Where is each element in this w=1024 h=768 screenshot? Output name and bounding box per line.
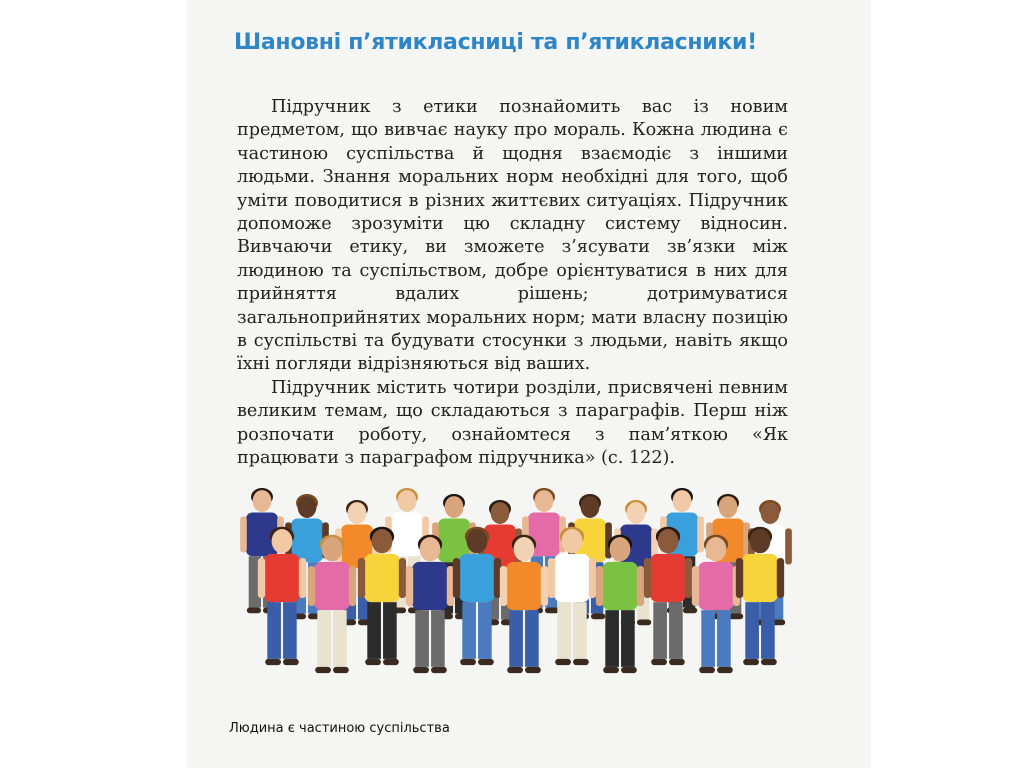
running-footer: Людина є частиною суспільства — [229, 721, 450, 736]
intro-text — [237, 96, 788, 471]
textbook-page — [187, 0, 871, 768]
paragraph-2: Підручник містить чотири розділи, присвячені певним великим темам, що складаються з параграфів. Перш ніж розпочати роботу, ознайомтеся з пам’яткою «Як працювати з параграфом підручника» (с. 122). — [237, 377, 788, 469]
page-title: Шановні п’ятикласниці та п’ятикласники! — [234, 30, 757, 55]
paragraph-1: Підручник з етики познайомить вас із новим предметом, що вивчає науку про мораль. Кожна людина є частиною суспільства й щодня взаємодіє з іншими людьми. Знання моральних норм необхідні для того, щоб уміти поводитися в різних життєвих ситуаціях. Підручник допоможе зрозуміти цю складну систему відносин. Вивчаючи етику, ви зможете з’ясувати зв’язки між людиною та суспільством, добре орієнтуватися в них для прийняття вдалих рішень; дотримуватися загальноприйнятих моральних норм; мати власну позицію в суспільстві та будувати стосунки з людьми, навіть якщо їхні погляди відрізняються від ваших. — [237, 97, 788, 375]
group-of-children-photo — [232, 478, 792, 704]
